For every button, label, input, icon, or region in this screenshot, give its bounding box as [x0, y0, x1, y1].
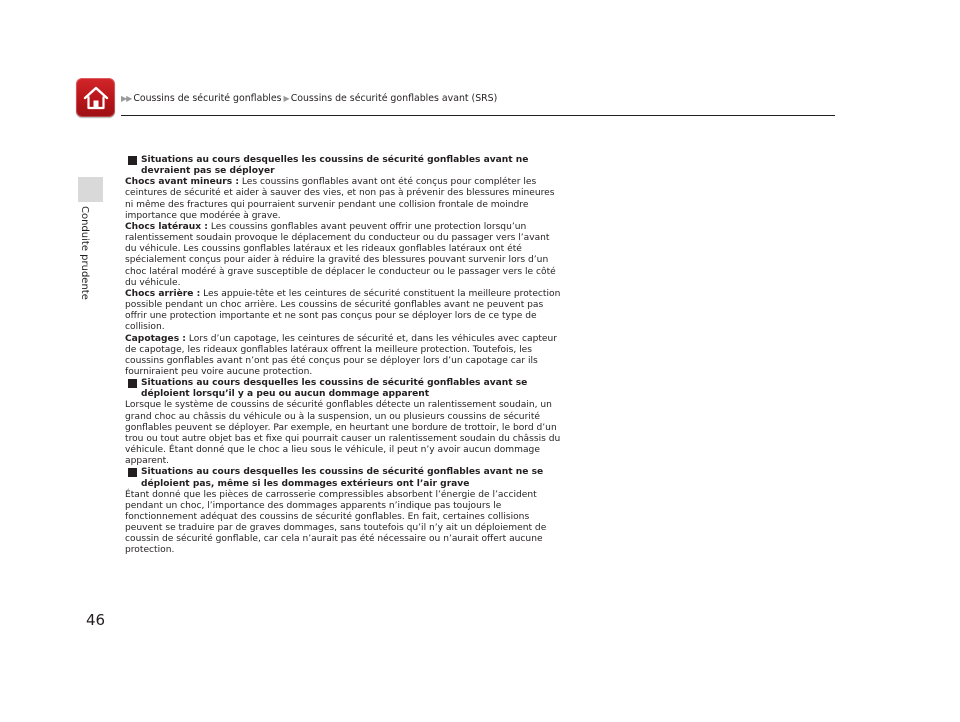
- paragraph-label: Capotages :: [125, 333, 186, 344]
- paragraph-text: Lorsque le système de coussins de sécurité gonflables détecte un ralentissement soudain, un grand choc au châssis du véhicule ou à la suspension, un ou plusieurs coussins de sécurité gonflables peuvent se déployer. Par exemple, en heurtant une bordure de trottoir, le bord d’un trou ou tout autre objet bas et fixe qui pourrait causer un ralentissement soudain du châssis du véhicule. Étant donné que le choc a lieu sous le véhicule, il peut n’y avoir aucun dommage apparent.: [125, 400, 561, 467]
- paragraph-text: Lors d’un capotage, les ceintures de sécurité et, dans les véhicules avec capteur de capotage, les rideaux gonflables latéraux offrent la meilleure protection. Toutefois, les coussins gonflables avant n’ont pas été conçus pour se déployer lors d’un capotage car ils fourniraient peu voire aucune protection.: [125, 333, 558, 377]
- paragraph: [125, 289, 561, 334]
- square-bullet-icon: [128, 156, 137, 165]
- breadcrumb-arrows-icon: ▶▶: [121, 94, 132, 103]
- paragraph: [125, 334, 561, 379]
- section-heading: Situations au cours desquelles les coussins de sécurité gonflables avant ne devraient pas se déployer: [125, 155, 561, 177]
- page-number: 46: [86, 611, 106, 629]
- breadcrumb: [121, 93, 497, 104]
- breadcrumb-item-airbags[interactable]: Coussins de sécurité gonflables: [133, 93, 282, 104]
- paragraph: [125, 400, 561, 467]
- page-content: [125, 155, 561, 557]
- breadcrumb-arrow-icon: ▶: [283, 94, 290, 103]
- home-button[interactable]: [76, 78, 115, 117]
- square-bullet-icon: [128, 379, 137, 388]
- paragraph-label: Chocs latéraux :: [125, 221, 208, 232]
- chapter-tab[interactable]: [78, 177, 103, 202]
- paragraph-text: Les coussins gonflables avant ont été conçus pour compléter les ceintures de sécurité et aider à sauver des vies, et non pas à prévenir des blessures mineures ni même des fractures qui pourraient survenir pendant une collision frontale de moindre importance que modérée à grave.: [125, 177, 555, 221]
- paragraph-label: Chocs avant mineurs :: [125, 177, 239, 188]
- paragraph: [125, 490, 561, 557]
- paragraph: [125, 177, 561, 222]
- chapter-label: Conduite prudente: [79, 206, 90, 300]
- section-heading: Situations au cours desquelles les coussins de sécurité gonflables avant se déploient lorsqu’il y a peu ou aucun dommage apparent: [125, 378, 561, 400]
- paragraph-text: Étant donné que les pièces de carrosserie compressibles absorbent l’énergie de l’accident pendant un choc, l’importance des dommages apparents n’indique pas toujours le fonctionnement adéquat des coussins de sécurité gonflables. En fait, certaines collisions peuvent se traduire par de graves dommages, sans toutefois qu’il n’y ait un déploiement de coussin de sécurité gonflable, car cela n’aurait pas été nécessaire ou n’aurait offert aucune protection.: [125, 489, 547, 556]
- paragraph: [125, 222, 561, 289]
- square-bullet-icon: [128, 468, 137, 477]
- paragraph-text: Les appuie-tête et les ceintures de sécurité constituent la meilleure protection possible pendant un choc arrière. Les coussins de sécurité gonflables avant ne peuvent pas offrir une protection importante et ne sont pas conçus pour se déployer lors de ce type de collision.: [125, 288, 561, 333]
- home-icon: [82, 85, 110, 111]
- paragraph-text: Les coussins gonflables avant peuvent offrir une protection lorsqu’un ralentissement soudain provoque le déplacement du conducteur ou du passager vers l’avant du véhicule. Les coussins gonflables latéraux et les rideaux gonflables latéraux ont été spécialement conçus pour aider à réduire la gravité des blessures pouvant survenir lors d’un choc latéral modéré à grave susceptible de déplacer le conducteur ou le passager vers le côté du véhicule.: [125, 221, 556, 288]
- header-rule: [121, 115, 835, 116]
- section-heading: Situations au cours desquelles les coussins de sécurité gonflables avant ne se déploient pas, même si les dommages extérieurs ont l’air grave: [125, 467, 561, 489]
- breadcrumb-item-front-airbags[interactable]: Coussins de sécurité gonflables avant (SRS): [290, 93, 498, 104]
- paragraph-label: Chocs arrière :: [125, 288, 201, 299]
